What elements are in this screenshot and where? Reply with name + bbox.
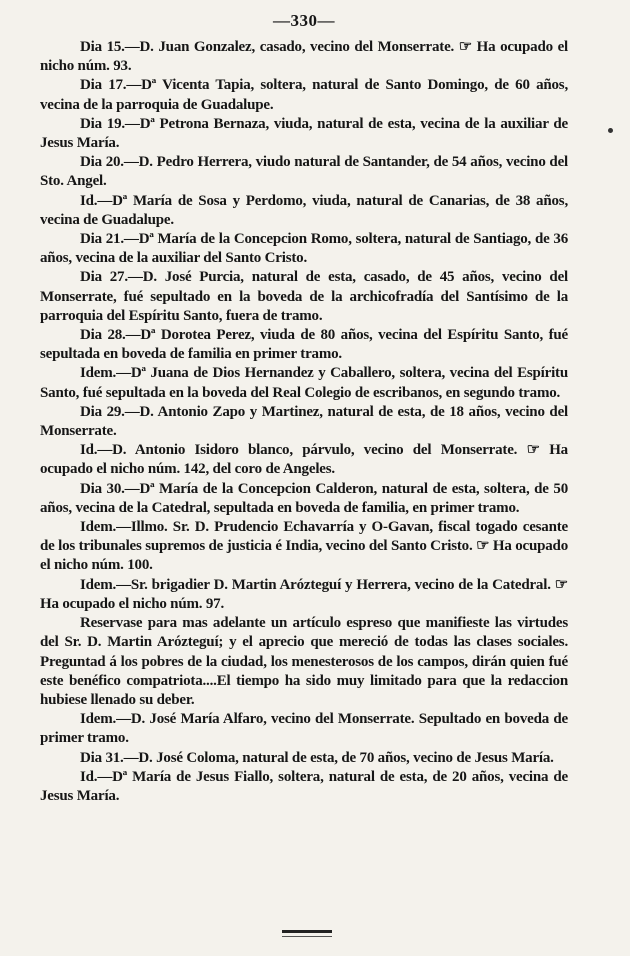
record-entry: Dia 31.—D. José Coloma, natural de esta, de 70 años, vecino de Jesus María. <box>80 749 554 766</box>
editorial-note: Reservase para mas adelante un artículo espreso que manifieste las virtudes del Sr. D. Martin Arózteguí; y el aprecio que mereció de todas las clases sociales. Preguntad á los pobres de la ciudad, los menesterosos de los campos, dirán quien fué este benéfico compatriota....El tiempo ha sido muy limitado para que la redaccion hubiese llenado su deber. <box>40 615 568 708</box>
record-entry: Id.—Dª María de Sosa y Perdomo, viuda, natural de Canarias, de 38 años, vecina de Guadalupe. <box>40 192 568 228</box>
record-entry: Dia 15.—D. Juan Gonzalez, casado, vecino del Monserrate. ☞ Ha ocupado el nicho núm. 93. <box>40 39 568 75</box>
record-entry: Dia 27.—D. José Purcia, natural de esta, casado, de 45 años, vecino del Monserrate, fué sepultado en la boveda de la archicofradía del Santísimo de la parroquia del Espíritu Santo, fuera de tramo. <box>40 269 568 324</box>
record-entry: Idem.—Illmo. Sr. D. Prudencio Echavarría y O-Gavan, fiscal togado cesante de los tribunales supremos de justicia é India, vecino del Santo Cristo. ☞ Ha ocupado el nicho núm. 100. <box>40 519 568 574</box>
margin-mark <box>608 128 613 133</box>
record-entry: Idem.—Dª Juana de Dios Hernandez y Caballero, soltera, vecina del Espíritu Santo, fué sepultada en la boveda del Real Colegio de escribanos, en segundo tramo. <box>40 365 568 401</box>
record-entry: Id.—Dª María de Jesus Fiallo, soltera, natural de esta, de 20 años, vecina de Jesus María. <box>40 768 568 804</box>
record-entry: Dia 30.—Dª María de la Concepcion Calderon, natural de esta, soltera, de 50 años, vecina de la Catedral, sepultada en boveda de familia, en primer tramo. <box>40 480 568 516</box>
end-rule-divider <box>282 930 332 933</box>
record-entry: Dia 29.—D. Antonio Zapo y Martinez, natural de esta, de 18 años, vecino del Monserrate. <box>40 403 568 440</box>
record-entry: Dia 19.—Dª Petrona Bernaza, viuda, natural de esta, vecina de la auxiliar de Jesus María. <box>40 115 568 152</box>
record-entry: Idem.—D. José María Alfaro, vecino del Monserrate. Sepultado en boveda de primer tramo. <box>40 711 568 747</box>
record-entry: Id.—D. Antonio Isidoro blanco, párvulo, vecino del Monserrate. ☞ Ha ocupado el nicho núm. 142, del coro de Angeles. <box>40 442 568 478</box>
record-entry: Dia 20.—D. Pedro Herrera, viudo natural de Santander, de 54 años, vecino del Sto. Angel. <box>40 154 568 190</box>
record-entry: Dia 17.—Dª Vicenta Tapia, soltera, natural de Santo Domingo, de 60 años, vecina de la parroquia de Guadalupe. <box>40 77 568 113</box>
record-entry: Dia 28.—Dª Dorotea Perez, viuda de 80 años, vecina del Espíritu Santo, fué sepultada en boveda de familia en primer tramo. <box>40 327 568 363</box>
record-entry: Dia 21.—Dª María de la Concepcion Romo, soltera, natural de Santiago, de 36 años, vecina de la auxiliar del Santo Cristo. <box>40 231 568 267</box>
page-number: —330— <box>273 11 335 30</box>
record-entry: Idem.—Sr. brigadier D. Martin Arózteguí y Herrera, vecino de la Catedral. ☞ Ha ocupado el nicho núm. 97. <box>40 576 568 612</box>
